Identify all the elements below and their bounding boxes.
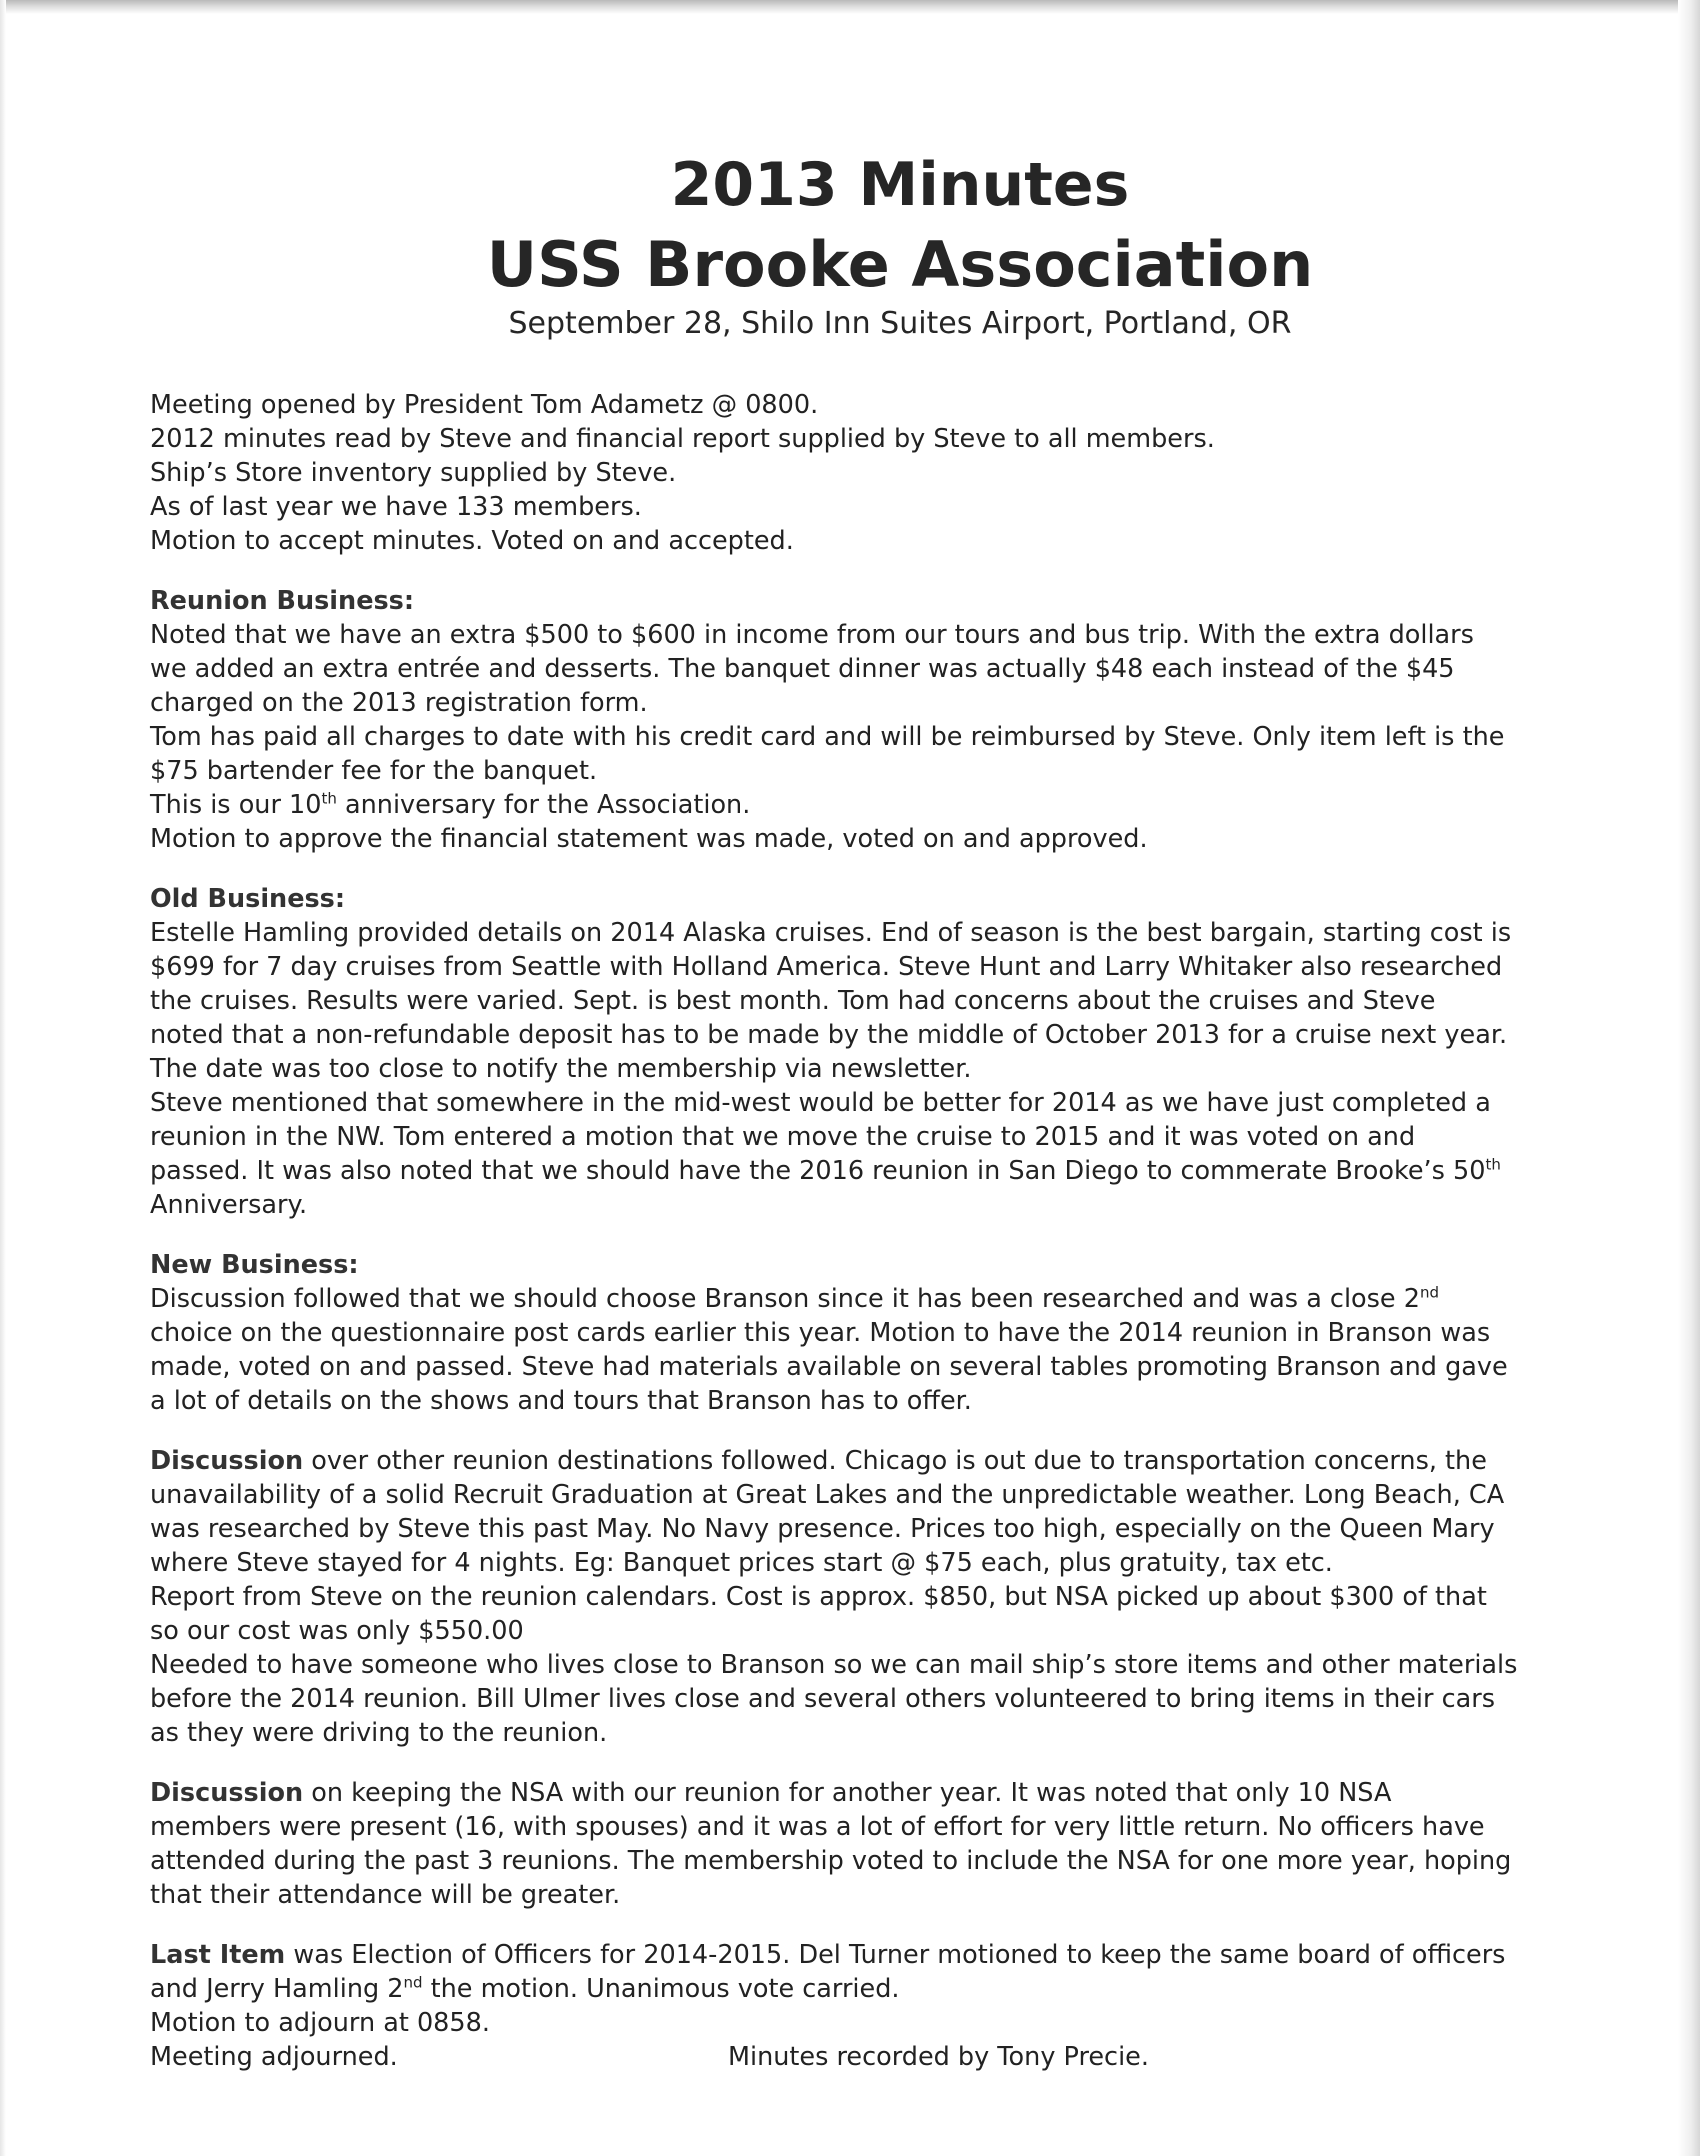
- text-line: charged on the 2013 registration form.: [150, 688, 648, 718]
- meeting-adjourned-text: Meeting adjourned.: [150, 2042, 398, 2072]
- text-line: [150, 1972, 1650, 2006]
- text-line: Noted that we have an extra $500 to $600 in income from our tours and bus trip. With the extra dollars: [150, 620, 1474, 650]
- text-line: we added an extra entrée and desserts. The banquet dinner was actually $48 each instead of the $45: [150, 654, 1455, 684]
- text-line: [150, 1776, 1650, 1810]
- text-span: the motion. Unanimous vote carried.: [422, 1974, 900, 2004]
- text-span: and Jerry Hamling 2: [150, 1974, 404, 2004]
- text-span: anniversary for the Association.: [336, 790, 751, 820]
- text-line: Motion to adjourn at 0858.: [150, 2008, 490, 2038]
- text-line: the cruises. Results were varied. Sept. is best month. Tom had concerns about the cruises and Steve: [150, 986, 1436, 1016]
- text-line: $75 bartender fee for the banquet.: [150, 756, 598, 786]
- text-line: Motion to approve the financial statement was made, voted on and approved.: [150, 824, 1148, 854]
- text-line: choice on the questionnaire post cards earlier this year. Motion to have the 2014 reunion in Branson was: [150, 1318, 1491, 1348]
- text-line: where Steve stayed for 4 nights. Eg: Banquet prices start @ $75 each, plus gratuity, tax etc.: [150, 1548, 1333, 1578]
- text-line: Estelle Hamling provided details on 2014 Alaska cruises. End of season is the best bargain, starting cost is: [150, 918, 1512, 948]
- document-title: 2013 Minutes: [670, 150, 1130, 220]
- text-line: [150, 1938, 1650, 1972]
- text-line: Tom has paid all charges to date with his credit card and will be reimbursed by Steve. Only item left is the: [150, 722, 1505, 752]
- new-business-section: [150, 1248, 1650, 1418]
- discussion-label: Discussion: [150, 1778, 304, 1808]
- text-line: attended during the past 3 reunions. The membership voted to include the NSA for one more year, hoping: [150, 1846, 1512, 1876]
- text-line: unavailability of a solid Recruit Graduation at Great Lakes and the unpredictable weather. Long Beach, CA: [150, 1480, 1505, 1510]
- text-span: Discussion followed that we should choose Branson since it has been researched and was a close 2: [150, 1284, 1420, 1314]
- text-line: members were present (16, with spouses) and it was a lot of effort for very little return. No officers have: [150, 1812, 1485, 1842]
- ordinal-suffix: nd: [403, 1973, 423, 1992]
- minutes-body: [150, 388, 1650, 2074]
- recorder-signature-line: Minutes recorded by Tony Precie.: [728, 2042, 1149, 2072]
- text-span: over other reunion destinations followed. Chicago is out due to transportation concerns, the: [303, 1446, 1487, 1476]
- scan-top-edge: [0, 0, 1700, 14]
- text-line: Steve mentioned that somewhere in the mid-west would be better for 2014 as we have just completed a: [150, 1088, 1491, 1118]
- opening-section: [150, 388, 1650, 558]
- reunion-business-section: [150, 584, 1650, 856]
- ordinal-suffix: th: [321, 789, 337, 808]
- text-line: Needed to have someone who lives close to Branson so we can mail ship’s store items and other materials: [150, 1650, 1518, 1680]
- text-line: before the 2014 reunion. Bill Ulmer lives close and several others volunteered to bring items in their cars: [150, 1684, 1496, 1714]
- section-heading-old-business: Old Business:: [150, 884, 346, 914]
- text-span: was Election of Officers for 2014-2015. Del Turner motioned to keep the same board of officers: [285, 1940, 1506, 1970]
- section-heading-reunion-business: Reunion Business:: [150, 586, 415, 616]
- nsa-discussion-section: [150, 1776, 1650, 1912]
- discussion-label: Discussion: [150, 1446, 304, 1476]
- ordinal-suffix: th: [1485, 1155, 1501, 1174]
- closing-row: [150, 2040, 1550, 2074]
- ordinal-suffix: nd: [1419, 1283, 1439, 1302]
- destinations-discussion-section: [150, 1444, 1650, 1750]
- text-line: made, voted on and passed. Steve had materials available on several tables promoting Branson and gave: [150, 1352, 1508, 1382]
- text-line: Meeting opened by President Tom Adametz @ 0800.: [150, 390, 819, 420]
- text-span: passed. It was also noted that we should have the 2016 reunion in San Diego to commerate Brooke’s 50: [150, 1156, 1486, 1186]
- text-line: reunion in the NW. Tom entered a motion that we move the cruise to 2015 and it was voted on and: [150, 1122, 1416, 1152]
- text-line: Report from Steve on the reunion calendars. Cost is approx. $850, but NSA picked up about $300 of that: [150, 1582, 1487, 1612]
- text-span: This is our 10: [150, 790, 322, 820]
- section-heading-new-business: New Business:: [150, 1250, 359, 1280]
- text-line: a lot of details on the shows and tours that Branson has to offer.: [150, 1386, 972, 1416]
- text-line: $699 for 7 day cruises from Seattle with Holland America. Steve Hunt and Larry Whitaker also researched: [150, 952, 1503, 982]
- text-line: Motion to accept minutes. Voted on and accepted.: [150, 526, 794, 556]
- text-line: As of last year we have 133 members.: [150, 492, 642, 522]
- text-line: that their attendance will be greater.: [150, 1880, 621, 1910]
- text-line: so our cost was only $550.00: [150, 1616, 524, 1646]
- text-line: [150, 1282, 1650, 1316]
- text-span: on keeping the NSA with our reunion for another year. It was noted that only 10 NSA: [303, 1778, 1392, 1808]
- text-line: as they were driving to the reunion.: [150, 1718, 608, 1748]
- text-line: Ship’s Store inventory supplied by Steve.: [150, 458, 677, 488]
- old-business-section: [150, 882, 1650, 1222]
- text-line: The date was too close to notify the membership via newsletter.: [150, 1054, 972, 1084]
- text-line: [150, 1444, 1650, 1478]
- text-line: [150, 1154, 1650, 1188]
- text-line: [150, 788, 1650, 822]
- last-item-section: [150, 1938, 1650, 2074]
- meeting-date-location: September 28, Shilo Inn Suites Airport, Portland, OR: [508, 306, 1292, 341]
- text-line: 2012 minutes read by Steve and financial report supplied by Steve to all members.: [150, 424, 1215, 454]
- text-line: Anniversary.: [150, 1190, 308, 1220]
- text-line: noted that a non-refundable deposit has to be made by the middle of October 2013 for a cruise next year.: [150, 1020, 1508, 1050]
- text-line: was researched by Steve this past May. No Navy presence. Prices too high, especially on the Queen Mary: [150, 1514, 1495, 1544]
- document-organization-title: USS Brooke Association: [486, 228, 1314, 301]
- last-item-label: Last Item: [150, 1940, 286, 1970]
